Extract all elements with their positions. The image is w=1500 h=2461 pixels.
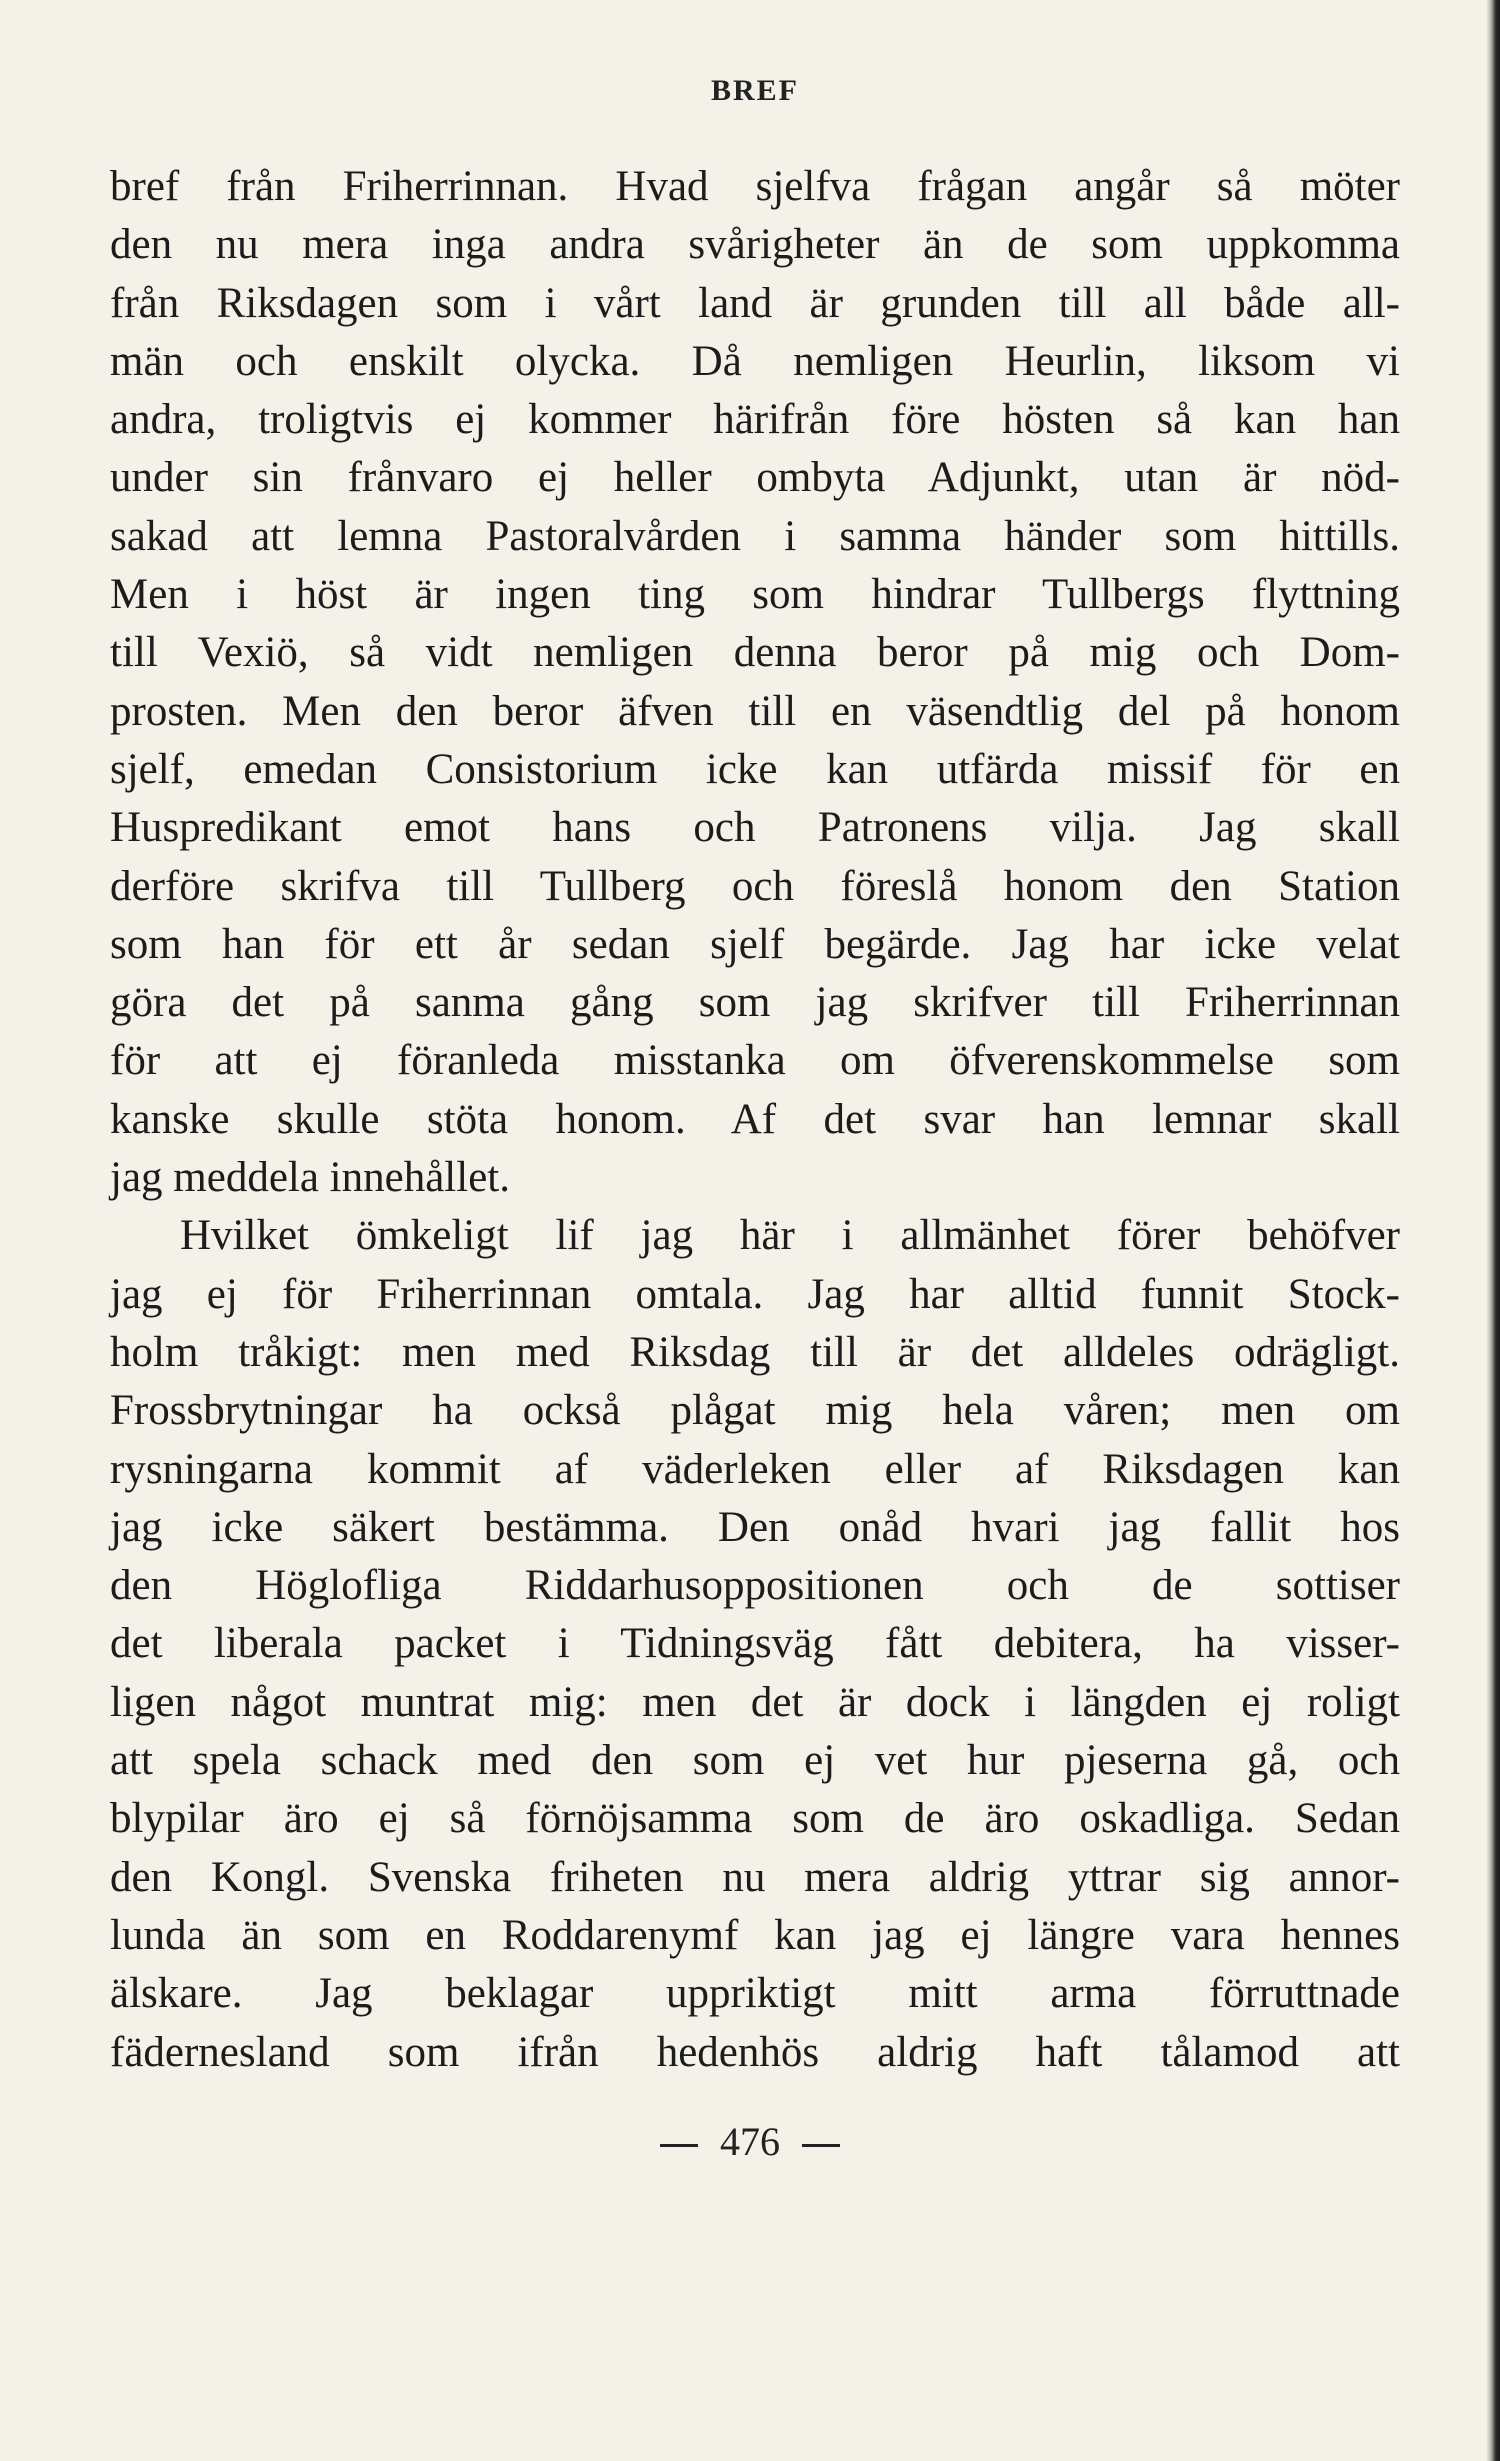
text-line: som han för ett år sedan sjelf begärde. Jag har icke velat (110, 920, 1400, 968)
text-line: för att ej föranleda misstanka om öfverenskommelse som (110, 1037, 1400, 1085)
text-line: andra, troligtvis ej kommer härifrån före hösten så kan han (110, 396, 1400, 444)
text-line: älskare. Jag beklagar uppriktigt mitt arma förruttnade (110, 1970, 1400, 2018)
text-line: den nu mera inga andra svårigheter än de som uppkomma (110, 221, 1400, 269)
text-line: fädernesland som ifrån hedenhös aldrig haft tålamod att (110, 2028, 1400, 2076)
right-dash (802, 2144, 840, 2147)
text-line: jag icke säkert bestämma. Den onåd hvari jag fallit hos (110, 1503, 1400, 1551)
text-line: att spela schack med den som ej vet hur pjeserna gå, och (110, 1737, 1400, 1785)
text-line: lunda än som en Roddarenymf kan jag ej längre vara hennes (110, 1911, 1400, 1959)
text-line: blypilar äro ej så förnöjsamma som de äro oskadliga. Sedan (110, 1795, 1400, 1843)
text-line: holm tråkigt: men med Riksdag till är det alldeles odrägligt. (110, 1328, 1400, 1376)
text-line: Hvilket ömkeligt lif jag här i allmänhet förer behöfver (180, 1212, 1400, 1260)
text-line: kanske skulle stöta honom. Af det svar han lemnar skall (110, 1095, 1400, 1143)
text-line: Frossbrytningar ha också plågat mig hela våren; men om (110, 1387, 1400, 1435)
text-line: göra det på sanma gång som jag skrifver till Friherrinnan (110, 979, 1400, 1027)
text-line: från Riksdagen som i vårt land är grunden till all både all- (110, 279, 1400, 327)
text-line: ligen något muntrat mig: men det är dock i längden ej roligt (110, 1678, 1400, 1726)
text-line: jag ej för Friherrinnan omtala. Jag har alltid funnit Stock- (110, 1270, 1400, 1318)
text-line: det liberala packet i Tidningsväg fått debitera, ha visser- (110, 1620, 1400, 1668)
page-number-footer (0, 2118, 1500, 2165)
text-line: under sin frånvaro ej heller ombyta Adjunkt, utan är nöd- (110, 454, 1400, 502)
page-number: 476 (720, 2119, 780, 2164)
page-edge-shadow (1486, 0, 1500, 2461)
text-line: sjelf, emedan Consistorium icke kan utfärda missif för en (110, 745, 1400, 793)
text-line: derföre skrifva till Tullberg och föreslå honom den Station (110, 862, 1400, 910)
running-head-text: BREF (711, 74, 800, 107)
text-line: jag meddela innehållet. (110, 1154, 510, 1202)
text-line: till Vexiö, så vidt nemligen denna beror på mig och Dom- (110, 629, 1400, 677)
text-line: den Höglofliga Riddarhusoppositionen och de sottiser (110, 1562, 1400, 1610)
text-line: Men i höst är ingen ting som hindrar Tullbergs flyttning (110, 571, 1400, 619)
text-line: sakad att lemna Pastoralvården i samma händer som hittills. (110, 512, 1400, 560)
text-line: rysningarna kommit af väderleken eller af Riksdagen kan (110, 1445, 1400, 1493)
left-dash (660, 2144, 698, 2147)
text-line: prosten. Men den beror äfven till en väsendtlig del på honom (110, 687, 1400, 735)
text-line: Huspredikant emot hans och Patronens vilja. Jag skall (110, 804, 1400, 852)
text-line: den Kongl. Svenska friheten nu mera aldrig yttrar sig annor- (110, 1853, 1400, 1901)
text-line: bref från Friherrinnan. Hvad sjelfva frågan angår så möter (110, 163, 1400, 210)
body-text (110, 158, 1400, 2082)
text-line: män och enskilt olycka. Då nemligen Heurlin, liksom vi (110, 337, 1400, 385)
